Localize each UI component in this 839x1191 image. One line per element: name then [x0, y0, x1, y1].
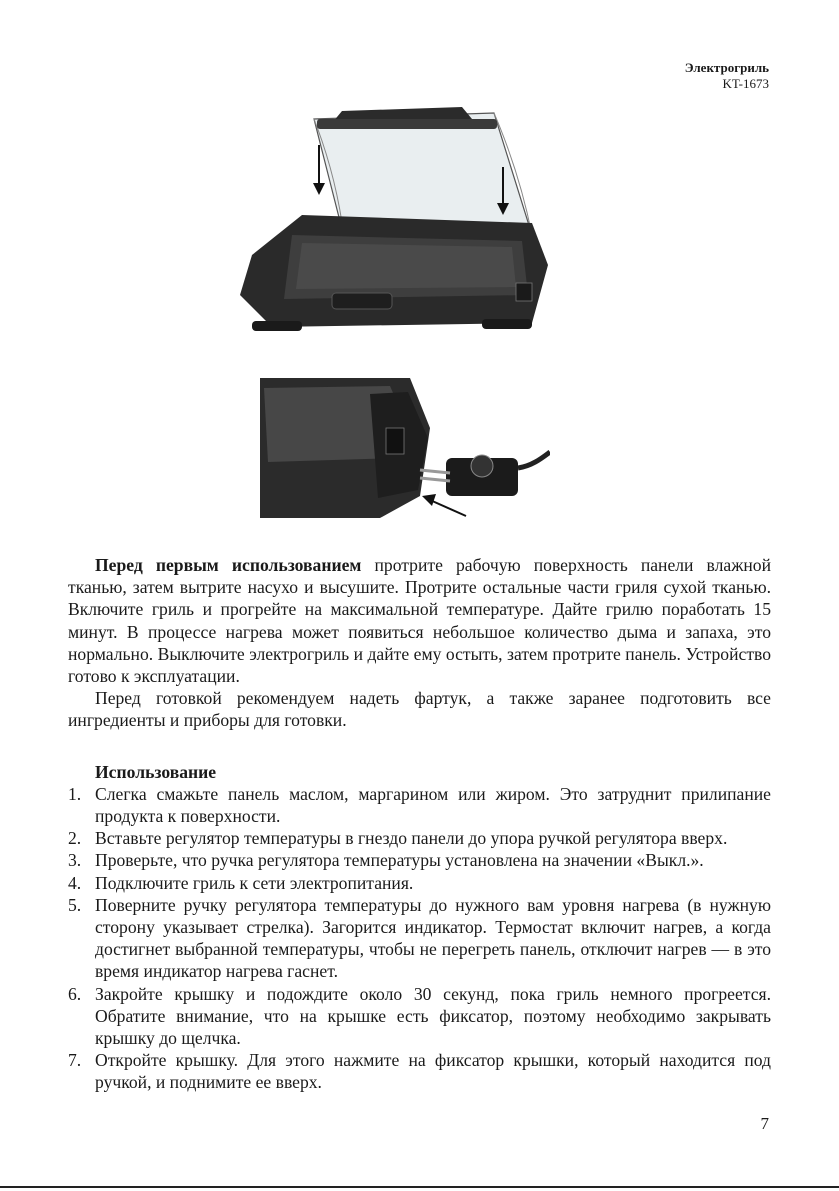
list-item [68, 894, 771, 983]
list-item [68, 872, 771, 894]
list-item-text: Проверьте, что ручка регулятора температуры установлена на значении «Выкл.». [95, 850, 704, 871]
usage-list [68, 783, 771, 1094]
list-item-number: 3. [68, 850, 82, 871]
list-item [68, 983, 771, 1050]
list-item-text: Вставьте регулятор температуры в гнездо панели до упора ручкой регулятора вверх. [95, 828, 728, 849]
list-item-text: Подключите гриль к сети электропитания. [95, 872, 414, 893]
intro-rest: протрите рабочую поверхность панели влажной тканью, затем вытрите насухо и высушите. Протрите остальные части гриля сухой тканью. Включите гриль и прогрейте на максимальной температуре. Дайте грилю поработать 15 минут. В процессе нагрева может появиться небольшое количество дыма и запаха, это нормально. Выключите электрогриль и дайте ему остыть, затем протрите панель. Устройство готово к эксплуатации. [68, 555, 771, 687]
list-item-number: 2. [68, 828, 82, 849]
list-item-text: Поверните ручку регулятора температуры до нужного вам уровня нагрева (в нужную сторону указывает стрелка). Загорится индикатор. Термостат включит нагрев, а когда достигнет выбранной температуры, чтобы не перегреть панель, отключит нагрев — в это время индикатор нагрева гаснет. [95, 894, 771, 982]
list-item-number: 6. [68, 983, 82, 1004]
list-item [68, 783, 771, 827]
page-number: 7 [760, 1114, 769, 1133]
page-header [685, 60, 769, 92]
main-text [68, 554, 771, 1094]
list-item [68, 827, 771, 849]
list-item-number: 1. [68, 783, 82, 804]
list-item-text: Закройте крышку и подождите около 30 секунд, пока гриль немного прогреется. Обратите внимание, что на крышке есть фиксатор, поэтому необходимо закрывать крышку до щелчка. [95, 983, 771, 1049]
list-item-number: 4. [68, 872, 82, 893]
intro-bold-lead: Перед первым использованием [95, 555, 362, 575]
intro-paragraph [68, 554, 771, 687]
list-item [68, 1049, 771, 1093]
list-item-number: 7. [68, 1050, 82, 1071]
list-item-text: Слегка смажьте панель маслом, маргарином или жиром. Это затруднит прилипание продукта к поверхности. [95, 783, 771, 827]
product-name: Электрогриль [684, 60, 769, 75]
thermostat-insertion-illustration [260, 378, 550, 526]
intro-paragraph-2: Перед готовкой рекомендуем надеть фартук, а также заранее подготовить все ингредиенты и приборы для готовки. [68, 688, 771, 731]
usage-section-title: Использование [95, 761, 217, 782]
bottom-rule [0, 1186, 839, 1188]
model-number: KT-1673 [722, 76, 769, 91]
grill-open-lid-illustration [232, 105, 554, 345]
list-item-text: Откройте крышку. Для этого нажмите на фиксатор крышки, который находится под ручкой, и поднимите ее вверх. [95, 1050, 771, 1093]
list-item-number: 5. [68, 894, 82, 915]
list-item [68, 849, 771, 871]
